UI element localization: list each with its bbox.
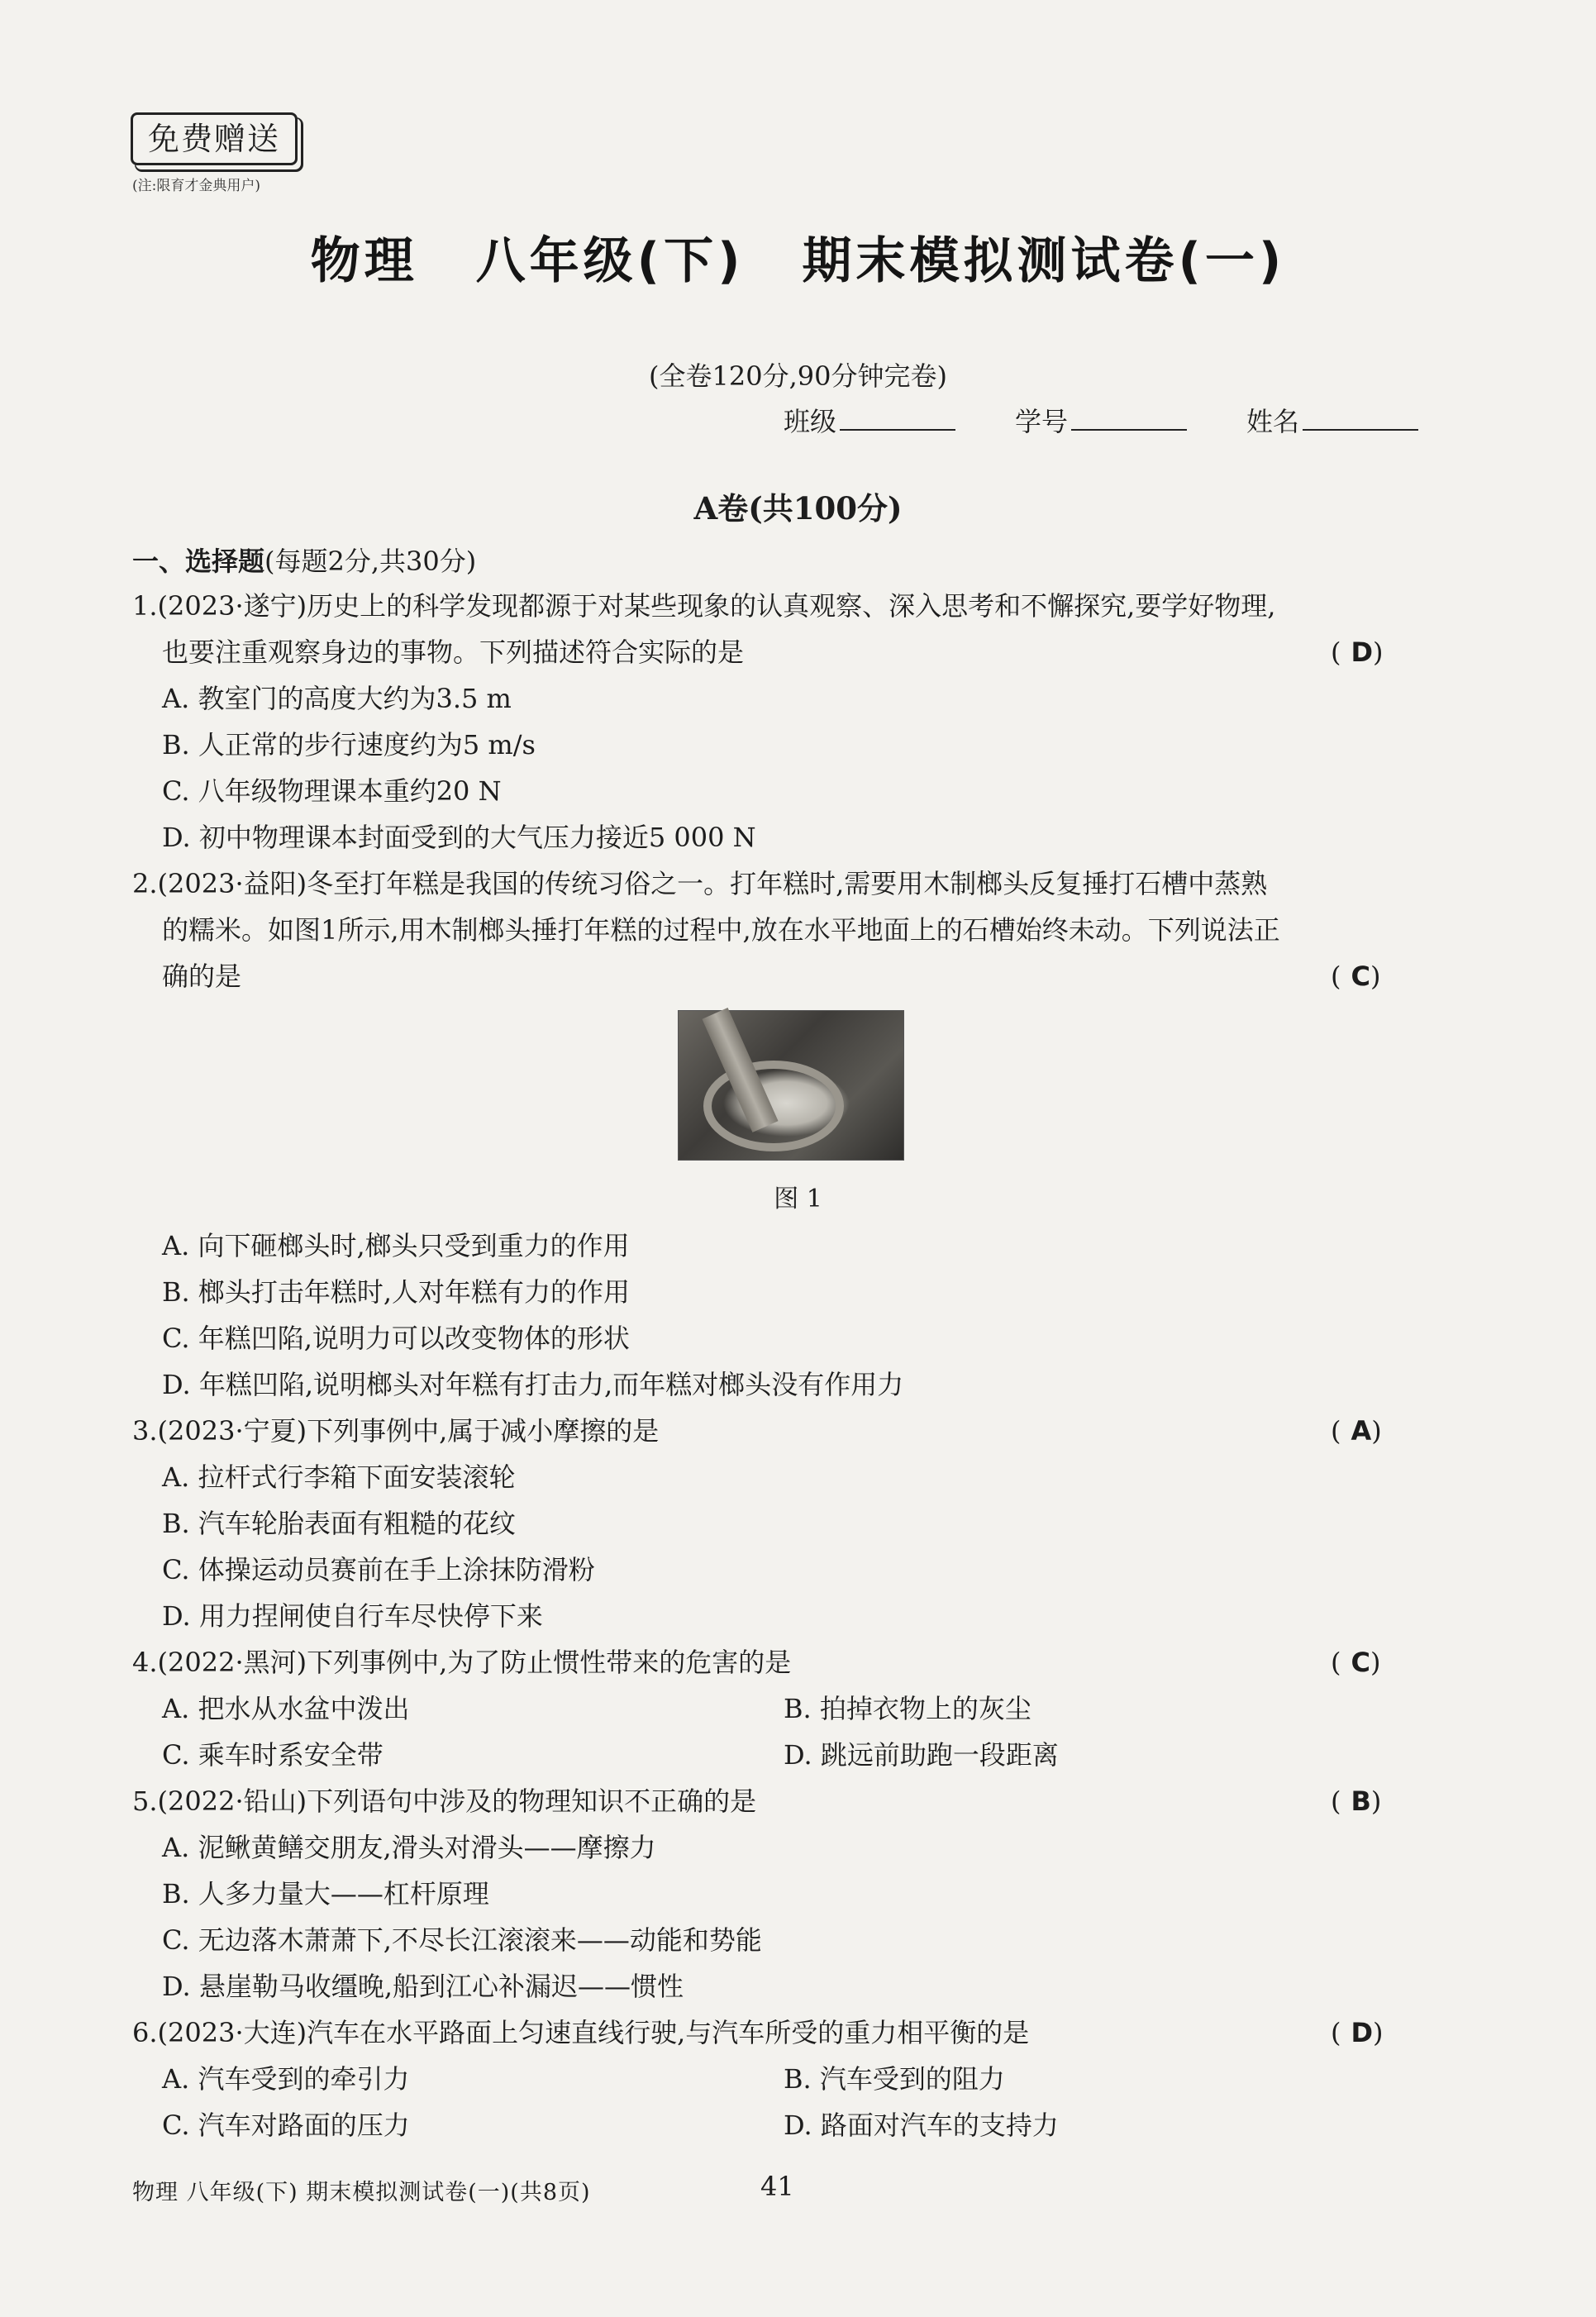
question-1-option-d: D. 初中物理课本封面受到的大气压力接近5 000 N <box>162 822 756 853</box>
question-2-line-1: 2.(2023·益阳)冬至打年糕是我国的传统习俗之一。打年糕时,需要用木制榔头反复捶打石槽中蒸熟 <box>132 868 1268 899</box>
exam-info: (全卷120分,90分钟完卷) <box>649 360 947 392</box>
question-3-option-c: C. 体操运动员赛前在手上涂抹防滑粉 <box>162 1554 595 1585</box>
question-3-option-b: B. 汽车轮胎表面有粗糙的花纹 <box>162 1508 516 1539</box>
class-field <box>784 401 955 439</box>
question-5-line-1: 5.(2022·铅山)下列语句中涉及的物理知识不正确的是 <box>132 1785 757 1817</box>
title-paper: 期末模拟测试卷(一) <box>802 232 1286 290</box>
question-4-line-1: 4.(2022·黑河)下列事例中,为了防止惯性带来的危害的是 <box>132 1647 792 1678</box>
question-6-line-1: 6.(2023·大连)汽车在水平路面上匀速直线行驶,与汽车所受的重力相平衡的是 <box>132 2017 1030 2048</box>
section-title: A卷(共100分) <box>693 490 903 527</box>
question-6-option-a: A. 汽车受到的牵引力 <box>162 2063 410 2095</box>
question-1-line-2: 也要注重观察身边的事物。下列描述符合实际的是 <box>162 636 745 668</box>
badge-note: (注:限育才金典用户) <box>132 178 260 194</box>
question-5-option-c: C. 无边落木萧萧下,不尽长江滚滚来——动能和势能 <box>162 1924 762 1956</box>
question-1-line-1: 1.(2023·遂宁)历史上的科学发现都源于对某些现象的认真观察、深入思考和不懈探究,要学好物理, <box>132 590 1276 622</box>
question-2-answer: (C) <box>1331 961 1391 992</box>
question-6-option-c: C. 汽车对路面的压力 <box>162 2110 410 2141</box>
title-grade: 八年级(下) <box>475 232 745 290</box>
question-4-option-b: B. 拍掉衣物上的灰尘 <box>784 1693 1031 1724</box>
page-number: 41 <box>760 2171 794 2202</box>
student-no-blank <box>1071 404 1187 431</box>
name-label: 姓名 <box>1246 406 1300 437</box>
class-label: 班级 <box>784 406 837 437</box>
title-subject: 物理 <box>310 232 418 290</box>
student-no-field <box>1015 401 1187 439</box>
question-5-option-a: A. 泥鳅黄鳝交朋友,滑头对滑头——摩擦力 <box>162 1832 656 1863</box>
question-6-option-d: D. 路面对汽车的支持力 <box>784 2110 1059 2141</box>
question-3-option-a: A. 拉杆式行李箱下面安装滚轮 <box>162 1461 516 1493</box>
question-2-option-a: A. 向下砸榔头时,榔头只受到重力的作用 <box>162 1230 630 1261</box>
part-heading-label: 一、选择题 <box>132 546 265 577</box>
student-no-label: 学号 <box>1015 406 1069 437</box>
question-3-answer: (A) <box>1331 1415 1392 1447</box>
figure-1-photo <box>678 1010 904 1161</box>
part-heading-note: (每题2分,共30分) <box>264 546 477 577</box>
question-4-option-c: C. 乘车时系安全带 <box>162 1739 384 1771</box>
page-title <box>0 222 1596 293</box>
question-1-option-a: A. 教室门的高度大约为3.5 m <box>162 683 512 714</box>
question-6-answer: (D) <box>1331 2017 1394 2048</box>
question-4-answer: (C) <box>1331 1647 1391 1678</box>
question-1-option-c: C. 八年级物理课本重约20 N <box>162 775 502 807</box>
question-4-option-a: A. 把水从水盆中泼出 <box>162 1693 410 1724</box>
question-2-line-3: 确的是 <box>162 961 242 992</box>
stone-trough <box>703 1061 844 1151</box>
question-1-option-b: B. 人正常的步行速度约为5 m/s <box>162 729 536 760</box>
question-3-line-1: 3.(2023·宁夏)下列事例中,属于减小摩擦的是 <box>132 1415 660 1447</box>
question-6-option-b: B. 汽车受到的阻力 <box>784 2063 1005 2095</box>
question-4-option-d: D. 跳远前助跑一段距离 <box>784 1739 1059 1771</box>
question-2-option-d: D. 年糕凹陷,说明榔头对年糕有打击力,而年糕对榔头没有作用力 <box>162 1369 904 1400</box>
question-2-option-b: B. 榔头打击年糕时,人对年糕有力的作用 <box>162 1276 631 1308</box>
question-2-option-c: C. 年糕凹陷,说明力可以改变物体的形状 <box>162 1323 630 1354</box>
question-5-answer: (B) <box>1331 1785 1392 1817</box>
question-3-option-d: D. 用力捏闸使自行车尽快停下来 <box>162 1600 543 1632</box>
class-blank <box>840 404 955 431</box>
question-5-option-b: B. 人多力量大——杠杆原理 <box>162 1878 489 1909</box>
name-blank <box>1303 404 1418 431</box>
figure-1-caption: 图 1 <box>774 1185 822 1213</box>
question-2-line-2: 的糯米。如图1所示,用木制榔头捶打年糕的过程中,放在水平地面上的石槽始终未动。下列说法正 <box>162 914 1280 946</box>
page-footer: 物理 八年级(下) 期末模拟测试卷(一)(共8页) <box>132 2180 591 2205</box>
name-field <box>1246 401 1418 439</box>
free-gift-badge: 免费赠送 <box>131 112 298 165</box>
part-heading <box>132 541 476 579</box>
question-5-option-d: D. 悬崖勒马收缰晚,船到江心补漏迟——惯性 <box>162 1971 684 2002</box>
question-1-answer: (D) <box>1331 636 1394 668</box>
